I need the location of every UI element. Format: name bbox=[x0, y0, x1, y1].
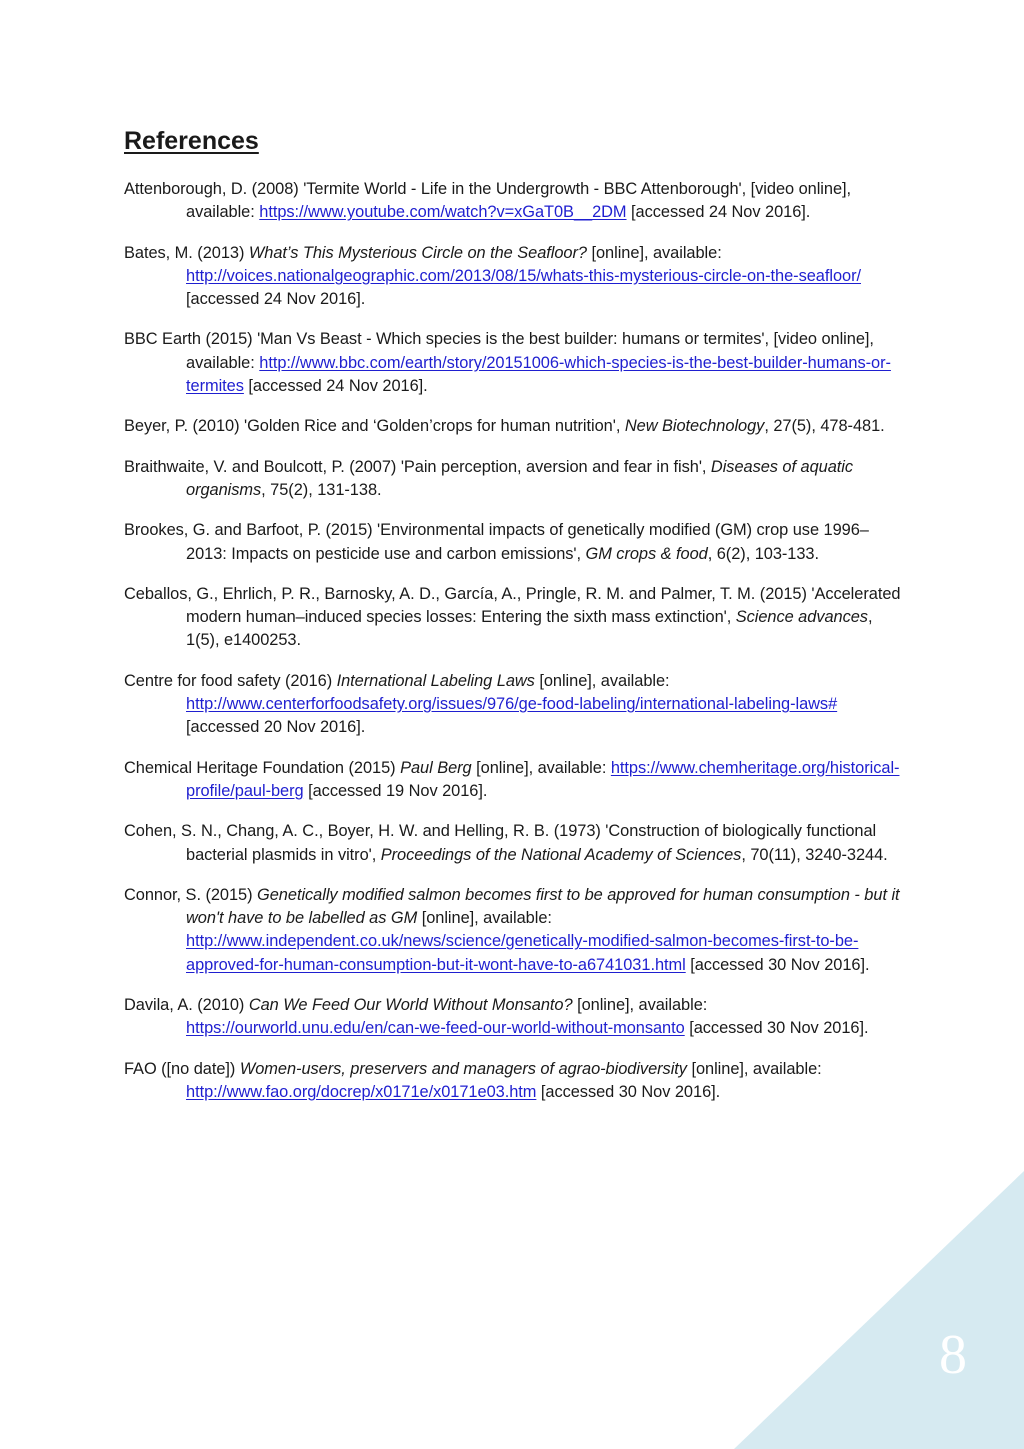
reference-text-details: [online], available: bbox=[417, 909, 552, 928]
reference-text: Davila, A. (2010) bbox=[124, 996, 249, 1015]
reference-link[interactable]: https://ourworld.unu.edu/en/can-we-feed-our-world-without-monsanto bbox=[186, 1019, 685, 1038]
references-heading: References bbox=[124, 127, 259, 155]
reference-accessed-date: [accessed 24 Nov 2016]. bbox=[243, 377, 428, 396]
reference-link[interactable]: http://www.bbc.com/earth/story/20151006-which-species-is-the-best-builder-humans-or-termites bbox=[186, 353, 891, 396]
reference-entry bbox=[124, 994, 904, 1041]
reference-entry bbox=[124, 456, 904, 503]
reference-text-details: , 1(5), e1400253. bbox=[186, 608, 873, 650]
reference-italic-title: Science advances bbox=[735, 608, 868, 627]
reference-italic-title: What’s This Mysterious Circle on the Seafloor? bbox=[248, 243, 587, 262]
reference-text: Brookes, G. and Barfoot, P. (2015) 'Environmental impacts of genetically modified (GM) crop use 1996–2013: Impacts on pesticide use and carbon emissions', bbox=[124, 521, 869, 563]
reference-link[interactable]: http://www.fao.org/docrep/x0171e/x0171e03.htm bbox=[186, 1082, 537, 1101]
reference-entry bbox=[124, 415, 904, 438]
reference-entry bbox=[124, 757, 904, 804]
reference-link[interactable]: https://www.youtube.com/watch?v=xGaT0B__2DM bbox=[259, 203, 627, 222]
reference-text-details: , 70(11), 3240-3244. bbox=[741, 845, 888, 864]
reference-text: Braithwaite, V. and Boulcott, P. (2007) 'Pain perception, aversion and fear in fish', bbox=[124, 457, 711, 476]
reference-accessed-date: [accessed 19 Nov 2016]. bbox=[303, 781, 488, 800]
reference-text-details: [online], available: bbox=[586, 243, 722, 262]
reference-text-details: [online], available: bbox=[572, 996, 708, 1015]
reference-list bbox=[124, 178, 904, 1104]
reference-text: Attenborough, D. (2008) 'Termite World - Life in the Undergrowth - BBC Attenborough', [video online], available: bbox=[124, 180, 852, 222]
reference-text: Cohen, S. N., Chang, A. C., Boyer, H. W. and Helling, R. B. (1973) 'Construction of biologically functional bacterial plasmids in vitro', bbox=[124, 822, 877, 864]
reference-text: BBC Earth (2015) 'Man Vs Beast - Which species is the best builder: humans or termites', [video online], available: bbox=[124, 330, 874, 372]
reference-link[interactable]: https://www.chemheritage.org/historical-profile/paul-berg bbox=[186, 758, 900, 800]
reference-text-details: [online], available: bbox=[534, 671, 670, 690]
reference-text-details: , 27(5), 478-481. bbox=[764, 417, 885, 436]
reference-italic-title: Women-users, preservers and managers of agrao-biodiversity bbox=[239, 1059, 687, 1078]
reference-entry bbox=[124, 583, 904, 653]
reference-text: FAO ([no date]) bbox=[124, 1059, 240, 1078]
reference-accessed-date: [accessed 30 Nov 2016]. bbox=[536, 1082, 721, 1101]
reference-text: Chemical Heritage Foundation (2015) bbox=[124, 758, 401, 777]
reference-accessed-date: [accessed 24 Nov 2016]. bbox=[626, 203, 811, 222]
reference-italic-title: New Biotechnology bbox=[624, 417, 765, 436]
reference-italic-title: Diseases of aquatic organisms bbox=[186, 457, 854, 499]
reference-entry bbox=[124, 820, 904, 867]
reference-accessed-date: [accessed 24 Nov 2016]. bbox=[186, 290, 366, 309]
reference-accessed-date: [accessed 30 Nov 2016]. bbox=[685, 955, 870, 974]
reference-text: Connor, S. (2015) bbox=[124, 885, 258, 904]
reference-italic-title: International Labeling Laws bbox=[336, 671, 535, 690]
reference-text: Beyer, P. (2010) 'Golden Rice and ‘Golden’crops for human nutrition', bbox=[124, 417, 625, 436]
reference-link[interactable]: http://voices.nationalgeographic.com/2013/08/15/whats-this-mysterious-circle-on-the-seafloor/ bbox=[186, 266, 861, 285]
page-number: 8 bbox=[939, 1324, 967, 1386]
reference-entry bbox=[124, 1058, 904, 1105]
reference-italic-title: GM crops & food bbox=[585, 544, 708, 563]
reference-text-details: [online], available: bbox=[471, 758, 611, 777]
reference-accessed-date: [accessed 20 Nov 2016]. bbox=[186, 718, 366, 737]
reference-entry bbox=[124, 242, 904, 312]
reference-italic-title: Proceedings of the National Academy of Sciences bbox=[380, 845, 742, 864]
reference-accessed-date: [accessed 30 Nov 2016]. bbox=[684, 1019, 869, 1038]
reference-text-details: , 75(2), 131-138. bbox=[261, 480, 382, 499]
reference-entry bbox=[124, 519, 904, 566]
reference-text: Centre for food safety (2016) bbox=[124, 671, 337, 690]
reference-entry bbox=[124, 328, 904, 398]
reference-italic-title: Paul Berg bbox=[400, 758, 472, 777]
reference-link[interactable]: http://www.independent.co.uk/news/science/genetically-modified-salmon-becomes-first-to-be-approved-for-human-consumption-but-it-wont-have-to-a6741031.html bbox=[186, 932, 859, 974]
reference-italic-title: Genetically modified salmon becomes first to be approved for human consumption - but it won't have to be labelled as GM bbox=[186, 885, 900, 928]
reference-entry bbox=[124, 670, 904, 740]
reference-italic-title: Can We Feed Our World Without Monsanto? bbox=[248, 996, 573, 1015]
reference-entry bbox=[124, 178, 904, 225]
reference-link[interactable]: http://www.centerforfoodsafety.org/issues/976/ge-food-labeling/international-labeling-laws# bbox=[186, 695, 838, 714]
references-section bbox=[124, 126, 904, 1121]
reference-text-details: , 6(2), 103-133. bbox=[707, 544, 820, 563]
reference-entry bbox=[124, 884, 904, 977]
corner-triangle-decoration bbox=[734, 1171, 1024, 1449]
reference-text: Bates, M. (2013) bbox=[124, 243, 249, 262]
reference-text: Ceballos, G., Ehrlich, P. R., Barnosky, A. D., García, A., Pringle, R. M. and Palmer, T. M. (2015) 'Accelerated modern human–induced species losses: Entering the sixth mass extinction', bbox=[124, 584, 901, 627]
reference-text-details: [online], available: bbox=[686, 1059, 822, 1078]
